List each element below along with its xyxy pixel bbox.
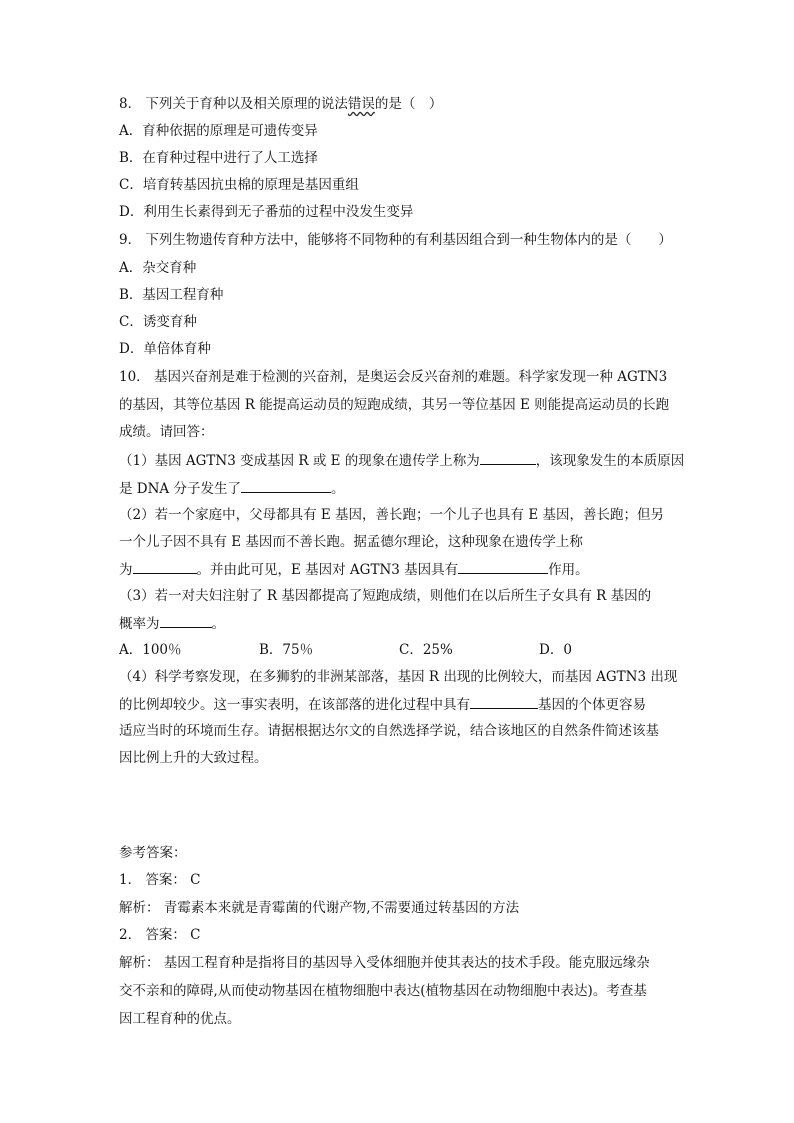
q8-option-d: D．利用生长素得到无子番茄的过程中没发生变异 [119, 204, 414, 220]
q8-option-b: B．在育种过程中进行了人工选择 [119, 150, 318, 166]
q9-option-a: A．杂交育种 [119, 260, 197, 276]
q10-part1-line-2: 是 DNA 分子发生了 。 [119, 478, 344, 499]
answers-heading: 参考答案： [119, 845, 187, 861]
q10-part3-line-2: 概率为 。 [119, 613, 225, 634]
q10-part4-line-1: （4）科学考察发现，在多狮豹的非洲某部落，基因 R 出现的比例较大，而基因 AGTN3 出现 [119, 669, 678, 685]
q10-part2-line-3: 为 。并由此可见，E 基因对 AGTN3 基因具有 作用。 [119, 559, 589, 580]
q10-intro-line-1: 10． 基因兴奋剂是难于检测的兴奋剂，是奥运会反兴奋剂的难题。科学家发现一种 AGTN3 [119, 369, 668, 385]
q8-stem [119, 94, 442, 114]
answer-1-explanation: 解析： 青霉素本来就是青霉菌的代谢产物,不需要通过转基因的方法 [119, 900, 520, 916]
answer-1: 1． 答案： C [119, 872, 201, 888]
q10-part3-option-c: C．25% [399, 642, 453, 658]
answer-2-explanation-line-1: 解析： 基因工程育种是指将目的基因导入受体细胞并使其表达的技术手段。能克服远缘杂 [119, 955, 650, 971]
q8-stem-tail: 的是（ ） [374, 96, 443, 112]
q10-intro-line-2: 的基因，其等位基因 R 能提高运动员的短跑成绩，其另一等位基因 E 则能提高运动员的长跑 [119, 397, 670, 413]
q10-intro-line-3: 成绩。请回答： [119, 424, 214, 440]
q10-part3-line-1: （3）若一对夫妇注射了 R 基因都提高了短跑成绩，则他们在以后所生子女具有 R 基因的 [119, 588, 652, 604]
q10-part3-option-d: D．0 [539, 642, 572, 658]
answer-blank[interactable] [241, 478, 331, 493]
q10-part4-line-2: 的比例却较少。这一事实表明，在该部落的进化过程中具有 基因的个体更容易 [119, 694, 646, 715]
answer-blank[interactable] [458, 559, 548, 574]
q9-option-d: D．单倍体育种 [119, 341, 211, 357]
q9-option-c: C．诱变育种 [119, 314, 197, 330]
answer-2-explanation-line-3: 因工程育种的优点。 [119, 1011, 241, 1027]
q10-part2-line-1: （2）若一个家庭中，父母都具有 E 基因，善长跑；一个儿子也具有 E 基因，善长跑；但另 [119, 507, 664, 523]
answer-blank[interactable] [480, 450, 536, 465]
q8-stem-text: 8． 下列关于育种以及相关原理的说法 [119, 96, 348, 112]
answer-blank[interactable] [470, 694, 538, 709]
q10-part1-line-1: （1）基因 AGTN3 变成基因 R 或 E 的现象在遗传学上称为 ，该现象发生的本质原因 [119, 450, 684, 471]
q10-part4-line-3: 适应当时的环境而生存。请据根据达尔文的自然选择学说，结合该地区的自然条件简述该基 [119, 723, 659, 739]
q8-emphasis: 错误 [347, 96, 375, 112]
q9-option-b: B．基因工程育种 [119, 287, 224, 303]
q10-part3-option-a: A．100％ [119, 642, 182, 658]
q10-part3-option-b: B．75％ [259, 642, 314, 658]
q8-option-c: C．培育转基因抗虫棉的原理是基因重组 [119, 177, 359, 193]
answer-2: 2． 答案： C [119, 927, 201, 943]
q9-stem: 9． 下列生物遗传育种方法中，能够将不同物种的有利基因组合到一种生物体内的是（ ） [119, 232, 672, 248]
q10-part4-line-4: 因比例上升的大致过程。 [119, 750, 268, 766]
answer-blank[interactable] [160, 613, 212, 628]
q8-option-a: A．育种依据的原理是可遗传变异 [119, 123, 318, 139]
q10-part2-line-2: 一个儿子因不具有 E 基因而不善长跑。据孟德尔理论，这种现象在遗传学上称 [119, 534, 583, 550]
answer-blank[interactable] [133, 559, 197, 574]
answer-2-explanation-line-2: 交不亲和的障碍,从而使动物基因在植物细胞中表达(植物基因在动物细胞中表达)。考查基 [119, 983, 647, 999]
